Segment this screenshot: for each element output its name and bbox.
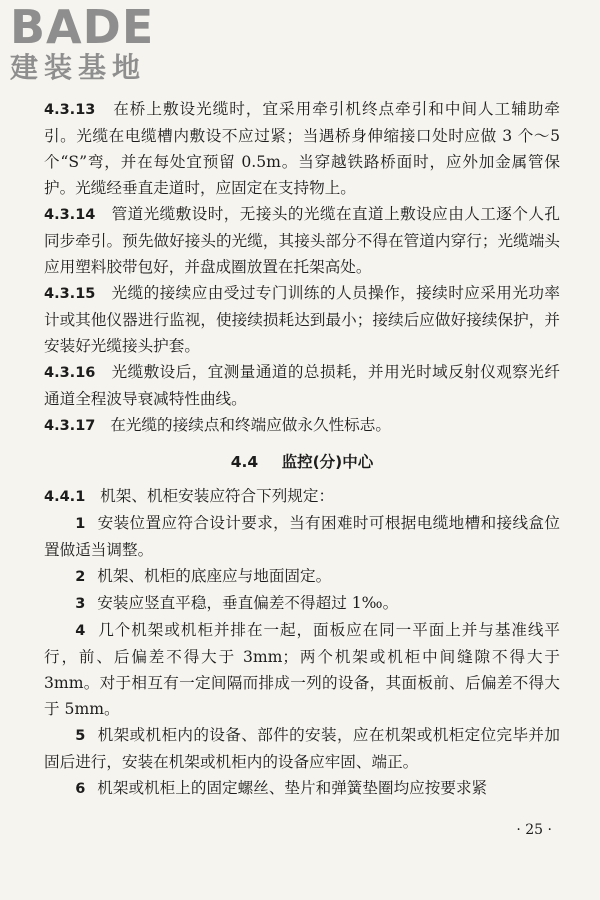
item-number: 5	[75, 728, 86, 744]
item-number: 2	[75, 569, 86, 585]
item-text: 机架或机柜上的固定螺丝、垫片和弹簧垫圈均应按要求紧	[97, 779, 488, 797]
clause-4-3-13	[44, 96, 560, 201]
clause-4-3-17	[44, 412, 560, 439]
clause-text: 光缆敷设后，宜测量通道的总损耗，并用光时域反射仪观察光纤通道全程波导衰减特性曲线。	[44, 363, 560, 408]
item-number: 1	[75, 516, 86, 532]
clause-text: 在桥上敷设光缆时，宜采用牵引机终点牵引和中间人工辅助牵引。光缆在电缆槽内敷设不应过紧；当遇桥身伸缩接口处时应做 3 个～5 个“S”弯，并在每处宜预留 0.5m。当穿越铁路桥面时，应外加金属管保护。光缆经垂直走道时，应固定在支持物上。	[44, 100, 560, 197]
document-body	[44, 96, 560, 802]
clause-text: 管道光缆敷设时，无接头的光缆在直道上敷设应由人工逐个人孔同步牵引。预先做好接头的光缆，其接头部分不得在管道内穿行；光缆端头应用塑料胶带包好，并盘成圈放置在托架高处。	[44, 205, 560, 276]
clause-4-4-1	[44, 483, 560, 510]
item-number: 3	[75, 596, 86, 612]
clause-number: 4.4.1	[44, 489, 86, 505]
section-number: 4.4	[230, 453, 259, 471]
clause-text: 光缆的接续应由受过专门训练的人员操作，接续时应采用光功率计或其他仪器进行监视，使接续损耗达到最小；接续后应做好接续保护，并安装好光缆接头护套。	[44, 284, 560, 355]
section-heading	[44, 449, 560, 475]
clause-4-3-15	[44, 280, 560, 359]
clause-number: 4.3.16	[44, 365, 96, 381]
clause-4-3-16	[44, 359, 560, 412]
clause-text: 机架、机柜安装应符合下列规定：	[100, 487, 335, 505]
clause-number: 4.3.17	[44, 418, 96, 434]
bade-watermark-logo	[10, 0, 190, 86]
item-number: 4	[75, 623, 86, 639]
item-number: 6	[75, 781, 86, 797]
list-item	[44, 563, 560, 590]
section-title: 监控(分)中心	[281, 453, 374, 471]
list-item	[44, 510, 560, 563]
item-text: 安装应竖直平稳，垂直偏差不得超过 1‰。	[97, 594, 399, 612]
list-item	[44, 775, 560, 802]
watermark-brand: BADE	[10, 0, 155, 54]
clause-4-3-14	[44, 201, 560, 280]
page-number: · 25 ·	[516, 822, 552, 838]
clause-text: 在光缆的接续点和终端应做永久性标志。	[110, 416, 391, 434]
list-item	[44, 722, 560, 775]
watermark-subtitle: 建装基地	[10, 51, 147, 84]
item-text: 机架或机柜内的设备、部件的安装，应在机架或机柜定位完毕并加固后进行，安装在机架或机柜内的设备应牢固、端正。	[44, 726, 560, 771]
clause-number: 4.3.15	[44, 286, 96, 302]
item-text: 机架、机柜的底座应与地面固定。	[97, 567, 332, 585]
list-item	[44, 590, 560, 617]
clause-number: 4.3.13	[44, 102, 96, 118]
list-item	[44, 617, 560, 722]
clause-number: 4.3.14	[44, 207, 96, 223]
item-text: 安装位置应符合设计要求，当有困难时可根据电缆地槽和接线盒位置做适当调整。	[44, 514, 560, 559]
item-text: 几个机架或机柜并排在一起，面板应在同一平面上并与基准线平行，前、后偏差不得大于 3mm；两个机架或机柜中间缝隙不得大于 3mm。对于相互有一定间隔而排成一列的设备，其面板前、后偏差不得大于 5mm。	[44, 621, 560, 718]
